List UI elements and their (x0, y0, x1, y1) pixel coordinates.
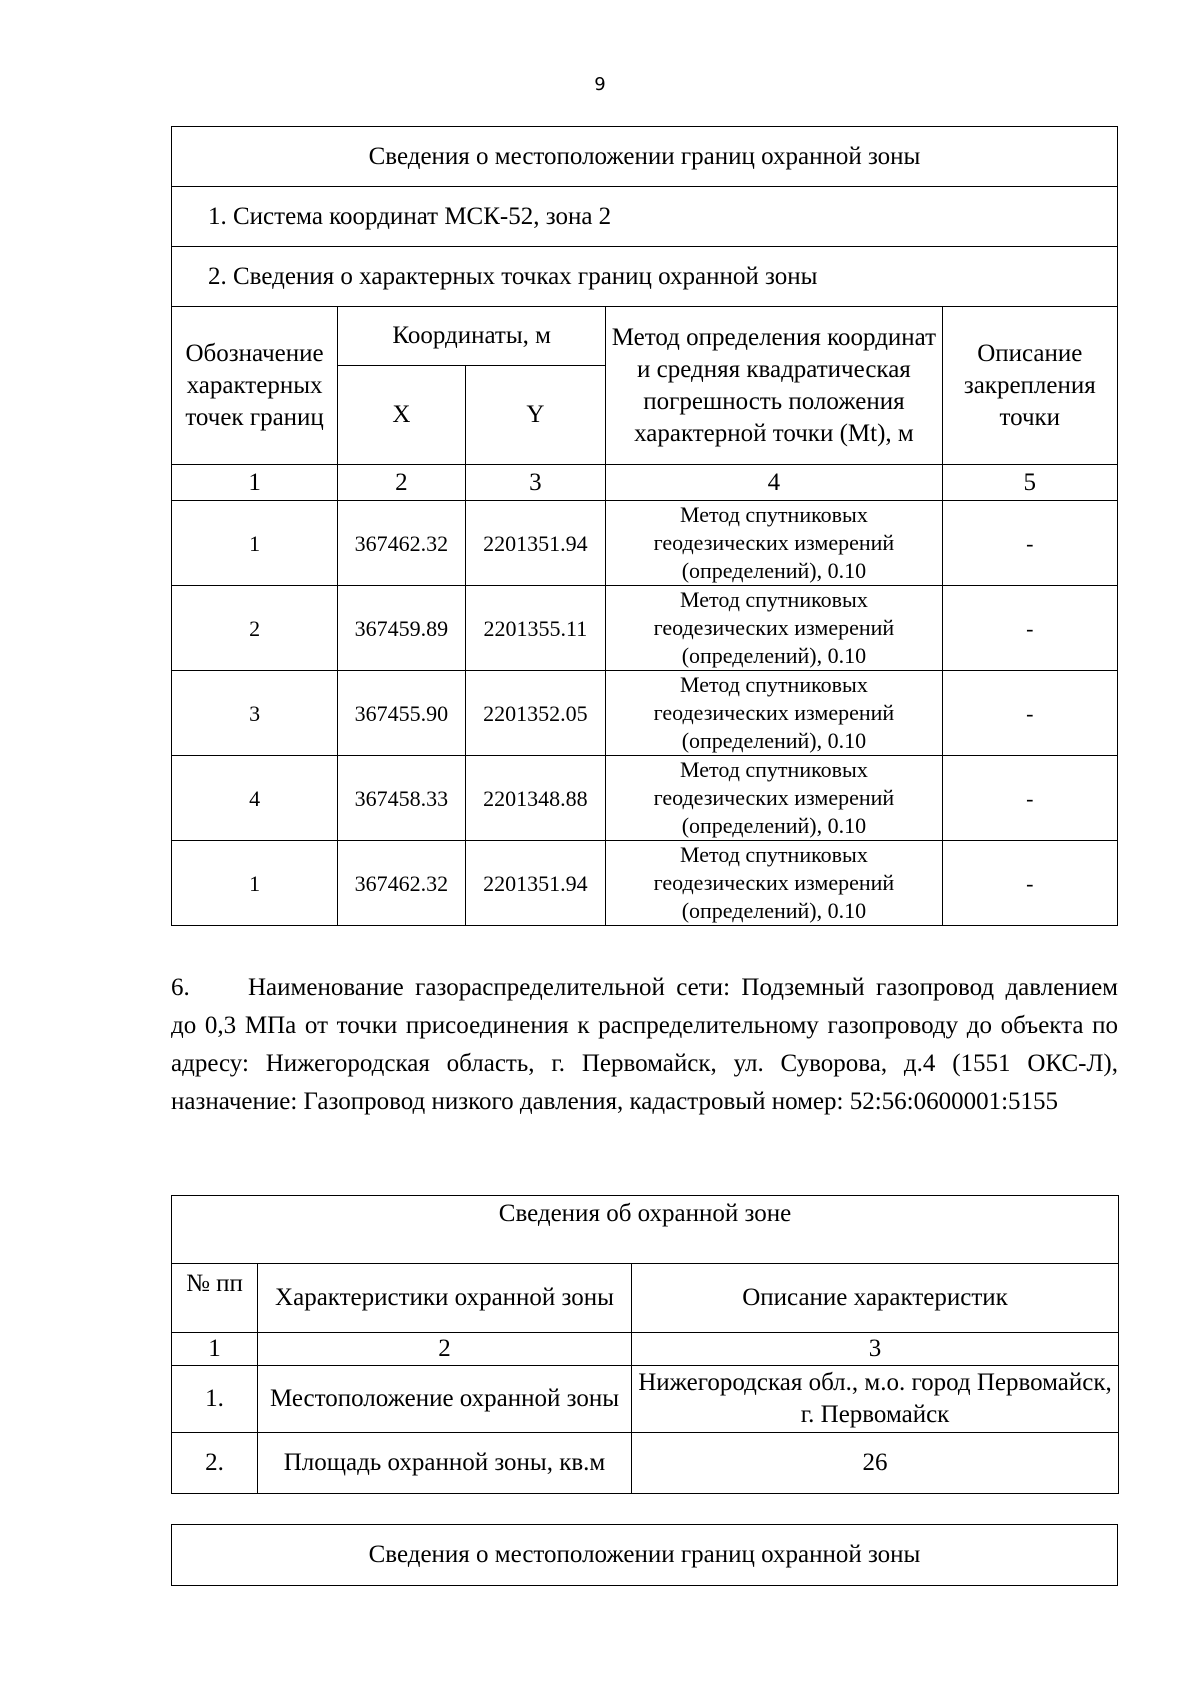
boundary-location-table (171, 1524, 1118, 1586)
coord-y: 2201352.05 (465, 671, 606, 756)
coord-x: 367459.89 (338, 586, 465, 671)
method-text: Метод спутниковых геодезических измерений (определений), 0.10 (606, 756, 942, 841)
table-row (172, 586, 1118, 671)
point-id: 1 (172, 501, 338, 586)
fixation-desc: - (942, 671, 1117, 756)
table-row (172, 756, 1118, 841)
table-row (172, 501, 1118, 586)
point-id: 3 (172, 671, 338, 756)
table-row (172, 1366, 1119, 1433)
header-designation: Обозначение характерных точек границ (172, 307, 338, 465)
point-id: 2 (172, 586, 338, 671)
coord-y: 2201351.94 (465, 501, 606, 586)
table-row (172, 841, 1118, 926)
table-title: Сведения о местоположении границ охранной зоны (172, 1525, 1118, 1586)
method-text: Метод спутниковых геодезических измерений (определений), 0.10 (606, 671, 942, 756)
section-6-paragraph (171, 969, 1118, 1121)
column-number: 2 (338, 465, 465, 501)
characteristic-value: 26 (632, 1433, 1119, 1494)
fixation-desc: - (942, 501, 1117, 586)
column-number: 2 (258, 1333, 632, 1366)
table-title: Сведения об охранной зоне (172, 1196, 1119, 1264)
coord-x: 367458.33 (338, 756, 465, 841)
method-text: Метод спутниковых геодезических измерений (определений), 0.10 (606, 841, 942, 926)
header-characteristics: Характеристики охранной зоны (258, 1264, 632, 1333)
header-description: Описание закрепления точки (942, 307, 1117, 465)
fixation-desc: - (942, 586, 1117, 671)
points-info-caption: 2. Сведения о характерных точках границ охранной зоны (172, 247, 1118, 307)
fixation-desc: - (942, 756, 1117, 841)
header-coordinates: Координаты, м (338, 307, 606, 366)
header-description: Описание характеристик (632, 1264, 1119, 1333)
header-y: Y (465, 366, 606, 465)
table-row (172, 671, 1118, 756)
fixation-desc: - (942, 841, 1117, 926)
table-row (172, 1433, 1119, 1494)
table-title: Сведения о местоположении границ охранной зоны (172, 127, 1118, 187)
coord-x: 367462.32 (338, 501, 465, 586)
characteristic-value: Нижегородская обл., м.о. город Первомайск, г. Первомайск (632, 1366, 1119, 1433)
point-id: 1 (172, 841, 338, 926)
protection-zone-table (171, 1195, 1119, 1494)
paragraph-number: 6. (171, 974, 190, 1001)
coordinate-system-caption: 1. Система координат МСК-52, зона 2 (172, 187, 1118, 247)
page-number: 9 (594, 74, 606, 95)
coord-y: 2201355.11 (465, 586, 606, 671)
column-number: 1 (172, 1333, 258, 1366)
boundary-points-table (171, 126, 1118, 926)
column-number: 3 (632, 1333, 1119, 1366)
column-number: 3 (465, 465, 606, 501)
characteristic-name: Местоположение охранной зоны (258, 1366, 632, 1433)
column-number: 5 (942, 465, 1117, 501)
header-number: № пп (172, 1264, 258, 1333)
row-number: 2. (172, 1433, 258, 1494)
method-text: Метод спутниковых геодезических измерений (определений), 0.10 (606, 586, 942, 671)
column-number: 4 (606, 465, 942, 501)
coord-x: 367462.32 (338, 841, 465, 926)
column-number: 1 (172, 465, 338, 501)
row-number: 1. (172, 1366, 258, 1433)
coord-x: 367455.90 (338, 671, 465, 756)
coord-y: 2201348.88 (465, 756, 606, 841)
header-x: X (338, 366, 465, 465)
header-method: Метод определения координат и средняя квадратическая погрешность положения характерной точки (Mt), м (606, 307, 942, 465)
coord-y: 2201351.94 (465, 841, 606, 926)
method-text: Метод спутниковых геодезических измерений (определений), 0.10 (606, 501, 942, 586)
point-id: 4 (172, 756, 338, 841)
characteristic-name: Площадь охранной зоны, кв.м (258, 1433, 632, 1494)
paragraph-text: Наименование газораспределительной сети: Подземный газопровод давлением до 0,3 МПа от точки присоединения к распределительному газопроводу до объекта по адресу: Нижегородская область, г. Первомайск, ул. Суворова, д.4 (1551 ОКС-Л), назначение: Газопровод низкого давления, кадастровый номер: 52:56:0600001:5155 (171, 974, 1118, 1115)
